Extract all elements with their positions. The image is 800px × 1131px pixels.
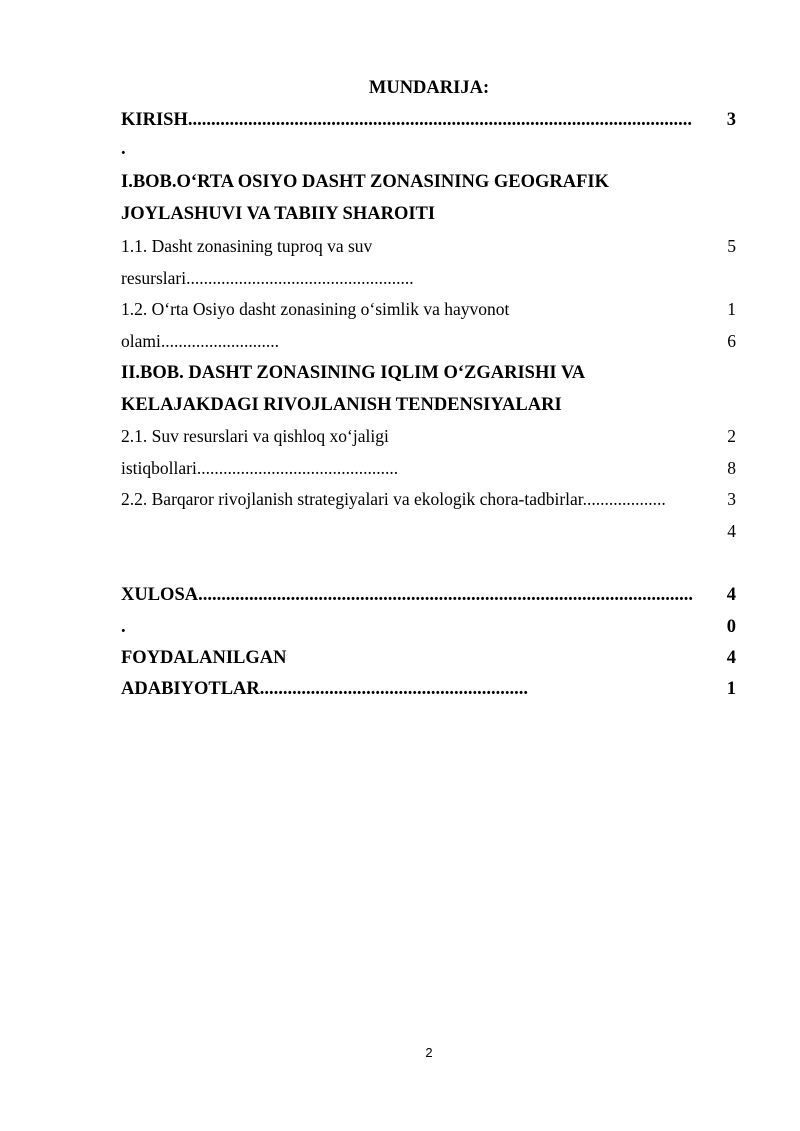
toc-section-1-1-line2: resurslari.................................................... (121, 268, 414, 288)
toc-section-1-2-line2: olami........................... (121, 331, 279, 351)
toc-entry-foydalanilgan-line1: FOYDALANILGAN (121, 648, 287, 668)
toc-page-foydalanilgan-part2: 1 (726, 679, 736, 699)
toc-page-2-1-part2: 8 (727, 458, 736, 478)
toc-entry-foydalanilgan-line2: ADABIYOTLAR.......................................................... (121, 679, 529, 699)
toc-title: MUNDARIJA: (368, 78, 490, 98)
toc-page-2-2-part2: 4 (727, 521, 736, 541)
toc-chapter2-heading-line1: II.BOB. DASHT ZONASINING IQLIM O‘ZGARISHI VA (121, 363, 586, 383)
toc-entry-kirish-continuation: . (121, 139, 126, 159)
toc-page-xulosa-part2: 0 (726, 617, 736, 637)
toc-chapter1-heading-line1: I.BOB.O‘RTA OSIYO DASHT ZONASINING GEOGRAFIK (121, 172, 609, 192)
toc-section-1-2-line1: 1.2. O‘rta Osiyo dasht zonasining o‘simlik va hayvonot (121, 299, 510, 319)
toc-section-2-1-line1: 2.1. Suv resurslari va qishloq xo‘jaligi (121, 426, 389, 446)
toc-chapter2-heading-line2: KELAJAKDAGI RIVOJLANISH TENDENSIYALARI (121, 395, 562, 415)
toc-chapter1-heading-line2: JOYLASHUVI VA TABIIY SHAROITI (121, 204, 436, 224)
toc-entry-xulosa-continuation: . (121, 617, 126, 637)
toc-entry-kirish: KIRISH............................................................................................................. (121, 110, 692, 130)
page-number: 2 (425, 1045, 433, 1060)
toc-section-2-2: 2.2. Barqaror rivojlanish strategiyalari va ekologik chora-tadbirlar................... (121, 489, 666, 509)
toc-page-kirish: 3 (726, 110, 736, 130)
toc-page-1-2-part1: 1 (727, 299, 736, 319)
toc-page-1-1: 5 (727, 236, 736, 256)
toc-page-2-1-part1: 2 (727, 426, 736, 446)
toc-page-xulosa-part1: 4 (726, 585, 736, 605)
toc-section-2-1-line2: istiqbollari.............................................. (121, 458, 399, 478)
toc-page-2-2-part1: 3 (727, 489, 736, 509)
toc-page-1-2-part2: 6 (727, 331, 736, 351)
toc-section-1-1-line1: 1.1. Dasht zonasining tuproq va suv (121, 236, 373, 256)
toc-page-foydalanilgan-part1: 4 (726, 648, 736, 668)
toc-entry-xulosa: XULOSA........................................................................................................... (121, 585, 693, 605)
